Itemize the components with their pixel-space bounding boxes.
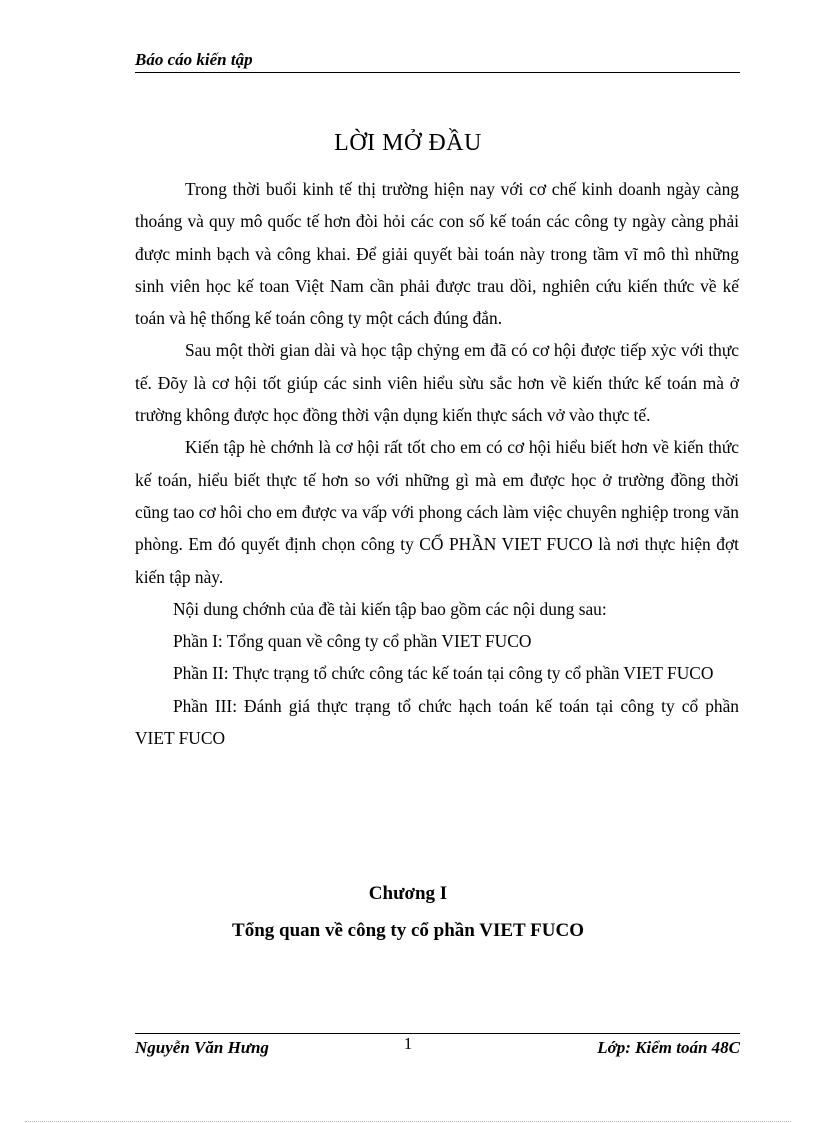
- page-edge-divider: [25, 1121, 791, 1122]
- part-2-item: Phần II: Thực trạng tổ chức công tác kế toán tại công ty cổ phần VIET FUCO: [173, 663, 714, 684]
- part-3-item: Phần III: Đánh giá thực trạng tổ chức hạch toán kế toán tại công ty cổ phần VIET FUCO: [135, 695, 739, 749]
- paragraph-2: Sau một thời gian dài và học tập chỷng em đã có cơ hội được tiếp xỷc với thực tế. Đõy là cơ hội tốt giúp các sinh viên hiểu sừu sắc hơn về kiến thức kế toán mà ở trường không được học đồng thời vận dụng kiến thực sách vở vào thực tế.: [135, 340, 739, 426]
- page-title: LỜI MỞ ĐẦU: [334, 130, 482, 156]
- paragraph-4: Nội dung chớnh của đề tài kiến tập bao gồm các nội dung sau:: [173, 598, 607, 619]
- running-header: Báo cáo kiến tập: [135, 50, 740, 73]
- paragraph-3: Kiến tập hè chớnh là cơ hội rất tốt cho em có cơ hội hiểu biết hơn về kiến thức kế toán, hiểu biết thực tế hơn so với những gì mà em được học ở trường đồng thời cũng tao cơ hôi cho em được va vấp với phong cách làm việc chuyên nghiệp trong văn phòng. Em đó quyết định chọn công ty CỔ PHẦN VIET FUCO là nơi thực hiện đợt kiến tập này.: [135, 437, 739, 587]
- page-number: 1: [403, 1034, 413, 1053]
- paragraph-1: Trong thời buổi kinh tế thị trường hiện nay với cơ chế kinh doanh ngày càng thoáng và quy mô quốc tế hơn đòi hỏi các con số kế toán các công ty ngày càng phải được minh bạch và công khai. Để giải quyết bài toán này trong tầm vĩ mô thì những sinh viên học kế toan Việt Nam cần phải được trau dồi, nghiên cứu kiến thức về kế toán và hệ thống kế toán công ty một cách đúng đắn.: [135, 179, 739, 329]
- part-1-item: Phần I: Tổng quan về công ty cổ phần VIET FUCO: [173, 631, 532, 652]
- chapter-number: Chương I: [368, 883, 448, 904]
- footer-author: Nguyễn Văn Hưng: [135, 1038, 269, 1057]
- introduction-body: [135, 173, 739, 754]
- footer-class: Lớp: Kiểm toán 48C: [597, 1038, 740, 1057]
- chapter-title: Tổng quan về công ty cổ phần VIET FUCO: [232, 920, 584, 941]
